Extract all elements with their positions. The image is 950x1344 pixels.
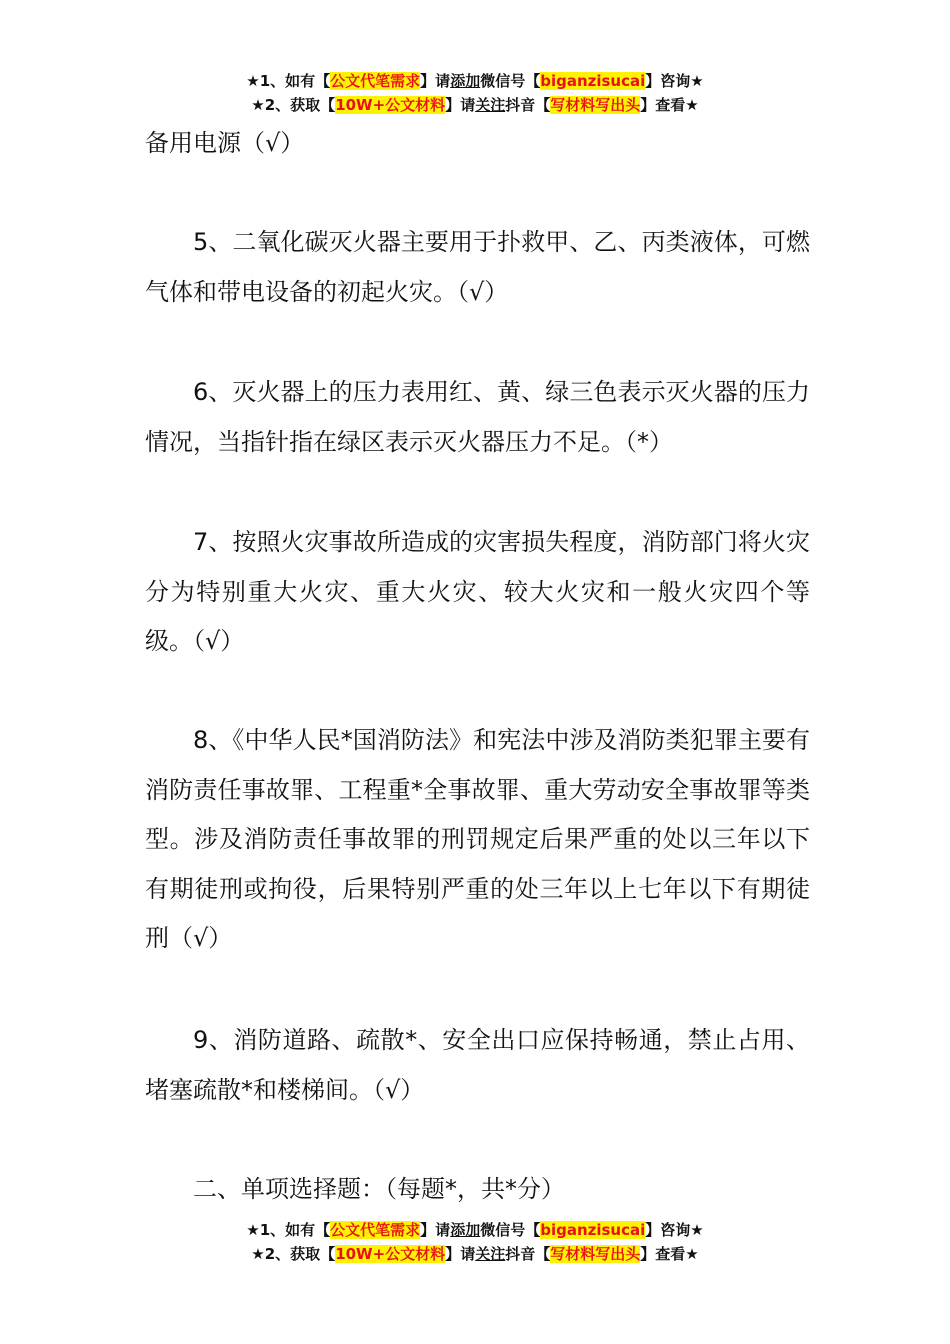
question-7: 7、按照火灾事故所造成的灾害损失程度，消防部门将火灾分为特别重大火灾、重大火灾、较大火灾和一般火灾四个等级。（√） — [145, 528, 810, 655]
banner-highlight: 公文代笔需求 — [330, 72, 421, 90]
footer-banner — [0, 1218, 950, 1266]
question-6: 6、灭火器上的压力表用红、黄、绿三色表示灭火器的压力情况，当指针指在绿区表示灭火器压力不足。（*） — [145, 378, 810, 456]
section-heading-2: 二、单项选择题：（每题*，共*分） — [193, 1175, 565, 1203]
question-5: 5、二氧化碳灭火器主要用于扑救甲、乙、丙类液体，可燃气体和带电设备的初起火灾。（√） — [145, 228, 810, 306]
continuation-line: 备用电源（√） — [145, 129, 305, 157]
banner-line-1: ★1、如有【公文代笔需求】请添加微信号【biganzisucai】咨询★ — [246, 1221, 704, 1239]
header-banner — [0, 69, 950, 117]
banner-douyin-account: 写材料写出头 — [550, 1245, 641, 1263]
question-9: 9、消防道路、疏散*、安全出口应保持畅通，禁止占用、堵塞疏散*和楼梯间。（√） — [145, 1026, 810, 1104]
banner-highlight: 10W+公文材料 — [335, 1245, 446, 1263]
banner-highlight: 10W+公文材料 — [335, 96, 446, 114]
banner-wechat-id: biganzisucai — [540, 72, 646, 90]
question-8: 8、《中华人民*国消防法》和宪法中涉及消防类犯罪主要有消防责任事故罪、工程重*全事故罪、重大劳动安全事故罪等类型。涉及消防责任事故罪的刑罚规定后果严重的处以三年以下有期徒刑或拘役，后果特别严重的处三年以上七年以下有期徒刑（√） — [145, 726, 810, 952]
banner-line-2: ★2、获取【10W+公文材料】请关注抖音【写材料写出头】查看★ — [251, 96, 699, 114]
banner-wechat-id: biganzisucai — [540, 1221, 646, 1239]
banner-highlight: 公文代笔需求 — [330, 1221, 421, 1239]
banner-line-1: ★1、如有【公文代笔需求】请添加微信号【biganzisucai】咨询★ — [246, 72, 704, 90]
banner-line-2: ★2、获取【10W+公文材料】请关注抖音【写材料写出头】查看★ — [251, 1245, 699, 1263]
banner-douyin-account: 写材料写出头 — [550, 96, 641, 114]
